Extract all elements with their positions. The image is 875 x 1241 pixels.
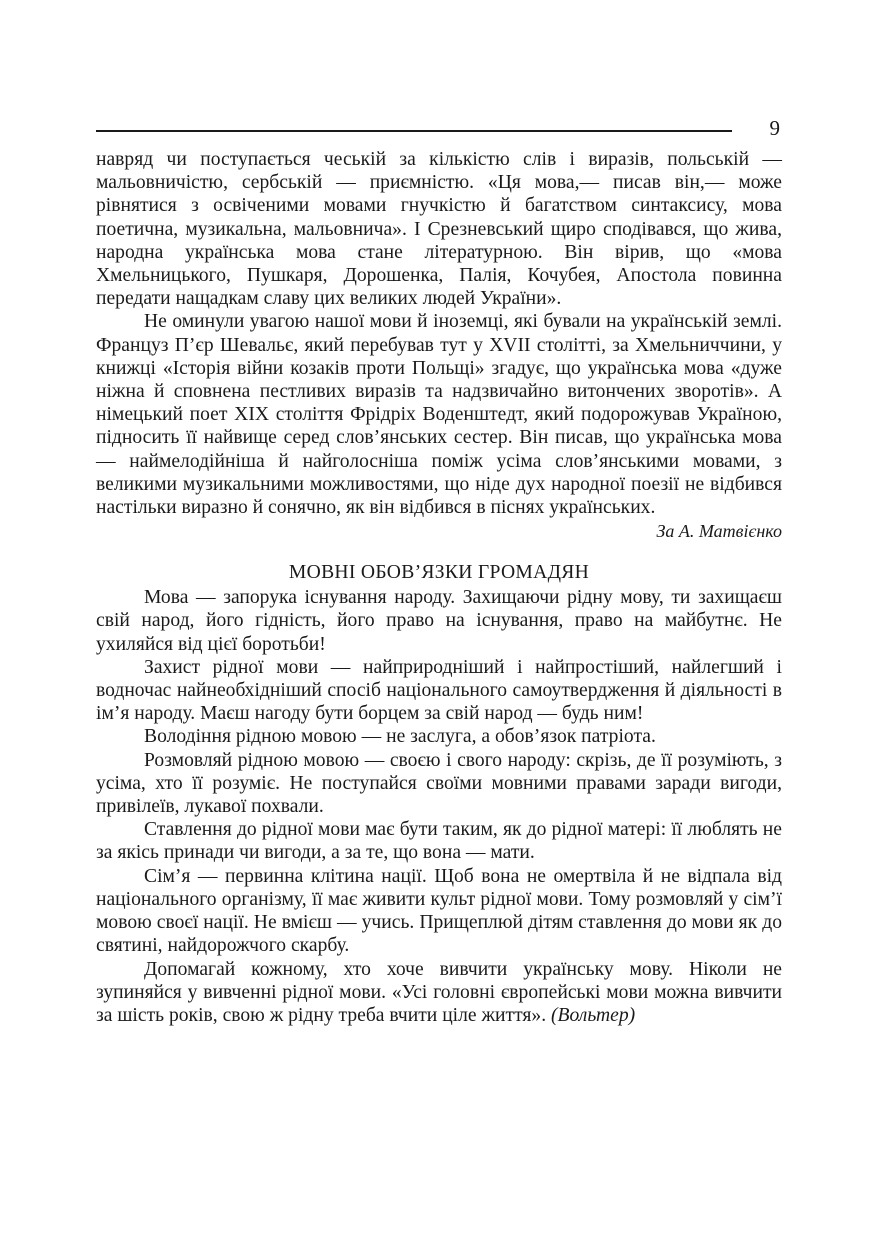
page-number: 9 bbox=[769, 116, 780, 140]
intro-paragraph: навряд чи поступається чеській за кількістю слів і виразів, польській — мальовничістю, сербській — приємністю. «Ця мова,— писав він,— може рівнятися з освіченими мовами гнучкістю й багатством синтаксису, мова поетична, музикальна, мальовнича». І Срезневський щиро сподівався, що жива, народна українська мова стане літературною. Він вірив, що «мова Хмельницького, Пушкаря, Дорошенка, Палія, Кочубея, Апостола повинна передати нащадкам славу цих великих людей України». bbox=[96, 149, 782, 310]
page-body bbox=[96, 148, 782, 1027]
attribution: За А. Матвієнко bbox=[656, 521, 782, 542]
section-paragraph: Мова — запорука існування народу. Захищаючи рідну мову, ти захищаєш свій народ, його гідність, його право на існування, право на майбутнє. Не ухиляйся від цієї боротьби! bbox=[96, 587, 782, 655]
section-paragraph: Володіння рідною мовою — не заслуга, а обов’язок патріота. bbox=[144, 726, 656, 748]
header-rule bbox=[96, 130, 732, 132]
section-paragraph: Захист рідної мови — найприродніший і найпростіший, найлегший і водночас найнеобхідніший спосіб національного самоутвердження й діяльності в ім’я народу. Маєш нагоду бути борцем за свій народ — будь ним! bbox=[96, 656, 782, 725]
intro-paragraph: Не оминули увагою нашої мови й іноземці, які бували на українській землі. Француз П’єр Шевальє, який перебував тут у XVII столітті, за Хмельниччини, у книжці «Історія війни козаків проти Польщі» згадує, що українська мова «дуже ніжна й сповнена пестливих виразів та надзвичайно витончених зворотів». А німецький поет XIX століття Фрідріх Воденштедт, який подорожував Україною, підносить її найвище серед слов’янських сестер. Він писав, що українська мова — наймелодійніша й найголосніша поміж усіма слов’янськими мовами, з великими музикальними можливостями, що ніде дух народної поезії не відбився настільки виразно й сонячно, як він відбився в піснях українських. bbox=[96, 311, 782, 519]
quote-source: (Вольтер) bbox=[551, 1004, 636, 1026]
book-page bbox=[96, 112, 782, 1027]
section-paragraph: Ставлення до рідної мови має бути таким, як до рідної матері: її люблять не за якісь принади чи вигоди, а за те, що вона — мати. bbox=[96, 819, 782, 864]
section-last-paragraph bbox=[96, 958, 782, 1028]
page-header bbox=[96, 112, 782, 148]
voltaire-quote-text: Допомагай кожному, хто хоче вивчити українську мову. Ніколи не зупиняйся у вивченні рідної мови. «Усі головні європейські мови можна вивчити за шість років, свою ж рідну треба вчити ціле життя». bbox=[96, 958, 782, 1026]
section-paragraph: Сім’я — первинна клітина нації. Щоб вона не омертвіла й не відпала від національного організму, її має живити культ рідної мови. Тому розмовляй у сім’ї мовою своєї нації. Не вмієш — учись. Прищеплюй дітям ставлення до мови як до святині, найдорожчого скарбу. bbox=[96, 865, 782, 957]
section-title: МОВНІ ОБОВ’ЯЗКИ ГРОМАДЯН bbox=[288, 562, 590, 584]
section-paragraph: Розмовляй рідною мовою — своєю і свого народу: скрізь, де її розуміють, з усіма, хто її розуміє. Не поступайся своїми мовними правами заради вигоди, привілеїв, лукавої похвали. bbox=[96, 749, 782, 818]
